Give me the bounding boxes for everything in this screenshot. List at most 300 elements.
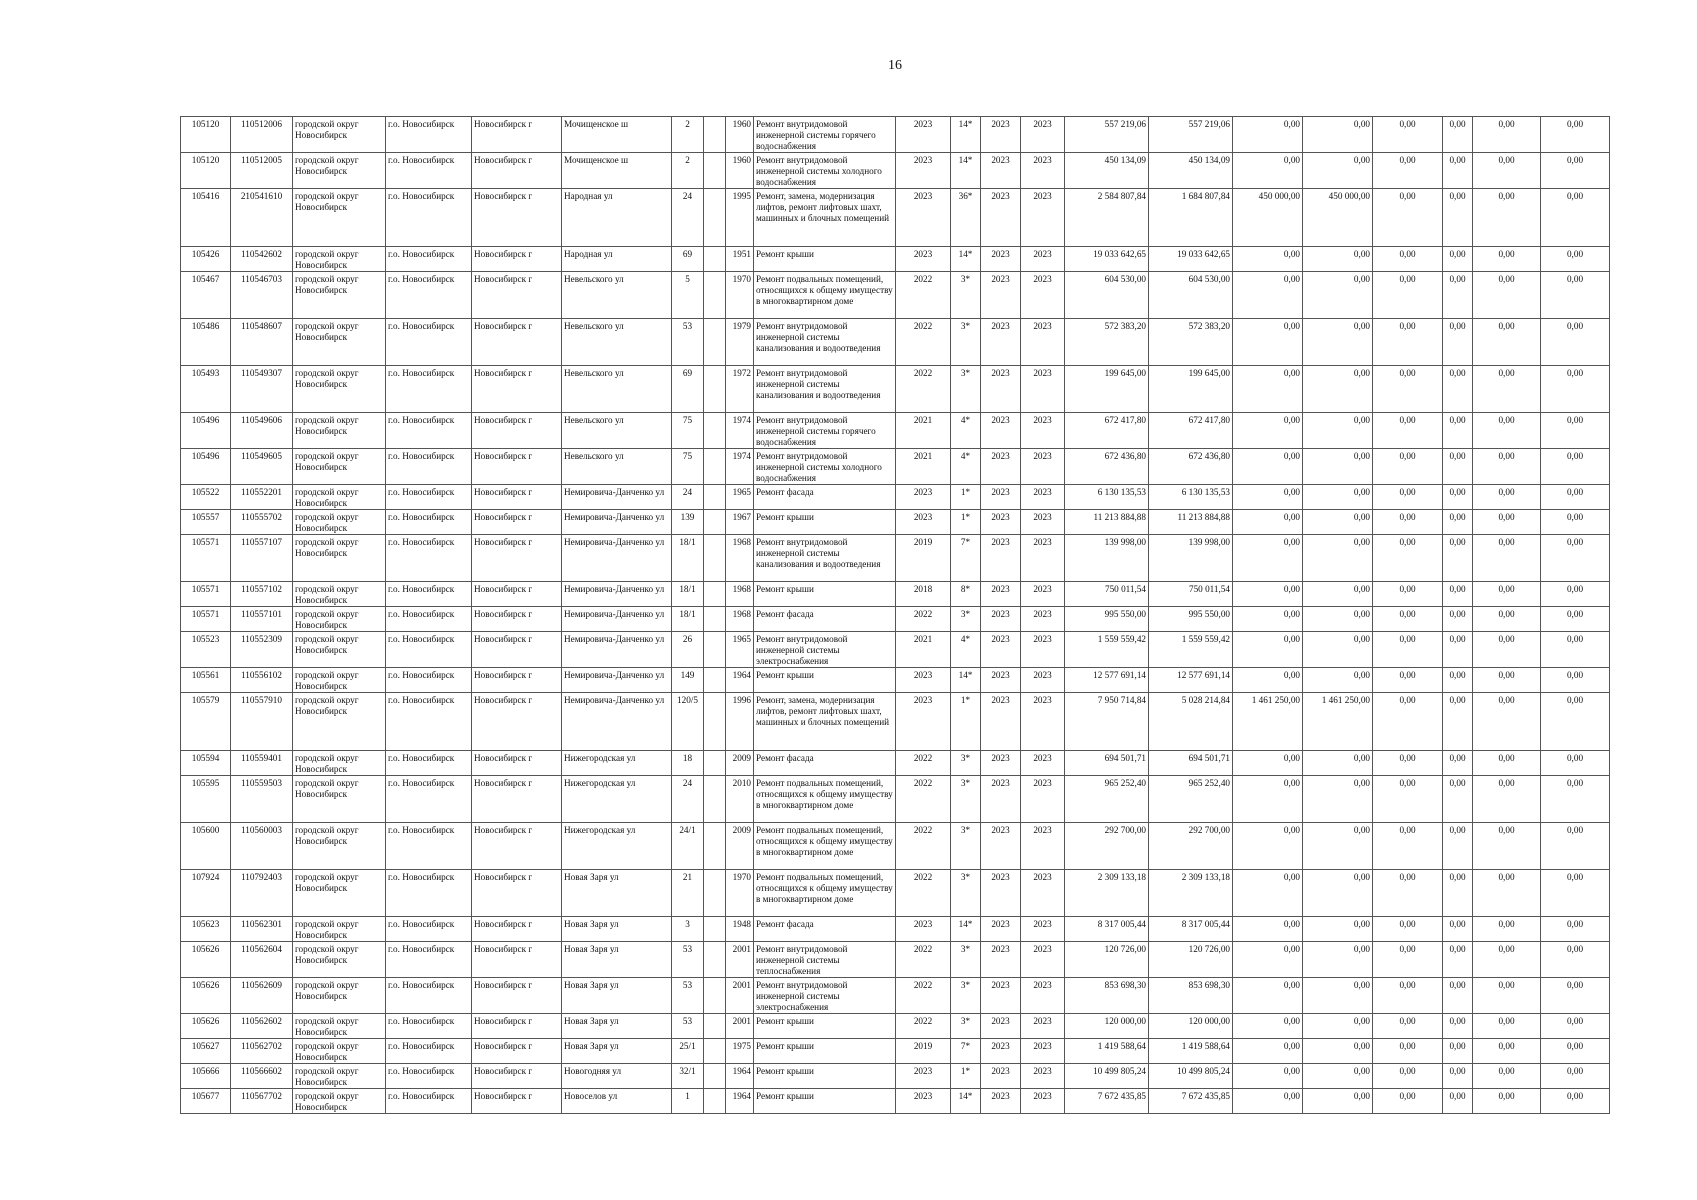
cell-work-type: Ремонт внутридомовой инженерной системы канализования и водоотведения [754, 319, 896, 366]
cell-end-year: 2023 [1021, 1039, 1065, 1064]
cell-municipal-district: городской округ Новосибирск [293, 319, 386, 366]
cell-work-code: 110567702 [231, 1089, 293, 1114]
cell-end-year: 2023 [1021, 535, 1065, 582]
cell-house-number: 149 [672, 668, 704, 693]
cell-work-type: Ремонт внутридомовой инженерной системы электроснабжения [754, 632, 896, 668]
cell-street: Невельского ул [562, 413, 672, 449]
cell-municipal-district: городской округ Новосибирск [293, 272, 386, 319]
cell-subsidy-b: 0,00 [1303, 449, 1373, 485]
cell-work-code: 110549606 [231, 413, 293, 449]
cell-reason-code: 14* [951, 917, 981, 942]
cell-end-year: 2023 [1021, 319, 1065, 366]
cell-municipal-district: городской округ Новосибирск [293, 153, 386, 189]
cell-municipality: г.о. Новосибирск [386, 693, 472, 751]
cell-subsidy-a: 1 461 250,00 [1233, 693, 1303, 751]
cell-work-code: 110562609 [231, 978, 293, 1014]
cell-budget-b: 0,00 [1443, 319, 1473, 366]
cell-subsidy-a: 0,00 [1233, 413, 1303, 449]
cell-budget-b: 0,00 [1443, 117, 1473, 153]
cell-building [704, 1039, 726, 1064]
cell-end-year: 2023 [1021, 693, 1065, 751]
cell-budget-a: 0,00 [1373, 449, 1443, 485]
cell-year-built: 1964 [726, 668, 754, 693]
cell-house-id: 105571 [181, 535, 231, 582]
cell-total-cost: 450 134,09 [1065, 153, 1149, 189]
cell-other-a: 0,00 [1473, 189, 1541, 247]
cell-total-cost: 2 309 133,18 [1065, 870, 1149, 917]
cell-other-a: 0,00 [1473, 1089, 1541, 1114]
table-row [181, 413, 1610, 449]
cell-municipal-district: городской округ Новосибирск [293, 978, 386, 1014]
cell-work-code: 110546703 [231, 272, 293, 319]
cell-year-built: 1965 [726, 632, 754, 668]
cell-fund-cost: 694 501,71 [1149, 751, 1233, 776]
cell-house-id: 105557 [181, 510, 231, 535]
cell-reason-code: 3* [951, 823, 981, 870]
cell-street: Невельского ул [562, 449, 672, 485]
cell-house-id: 105426 [181, 247, 231, 272]
table-row [181, 449, 1610, 485]
cell-year-built: 2010 [726, 776, 754, 823]
cell-house-number: 53 [672, 1014, 704, 1039]
cell-planned-year: 2023 [896, 485, 951, 510]
cell-other-b: 0,00 [1541, 413, 1610, 449]
cell-municipality: г.о. Новосибирск [386, 153, 472, 189]
cell-building [704, 1014, 726, 1039]
cell-building [704, 632, 726, 668]
cell-municipal-district: городской округ Новосибирск [293, 870, 386, 917]
cell-building [704, 582, 726, 607]
cell-total-cost: 6 130 135,53 [1065, 485, 1149, 510]
cell-fund-cost: 10 499 805,24 [1149, 1064, 1233, 1089]
cell-municipality: г.о. Новосибирск [386, 751, 472, 776]
cell-building [704, 319, 726, 366]
cell-subsidy-a: 0,00 [1233, 1089, 1303, 1114]
cell-other-a: 0,00 [1473, 319, 1541, 366]
cell-end-year: 2023 [1021, 942, 1065, 978]
cell-planned-year: 2022 [896, 978, 951, 1014]
cell-start-year: 2023 [981, 319, 1021, 366]
table-row [181, 272, 1610, 319]
cell-house-id: 105666 [181, 1064, 231, 1089]
cell-other-b: 0,00 [1541, 978, 1610, 1014]
cell-municipal-district: городской округ Новосибирск [293, 942, 386, 978]
cell-municipality: г.о. Новосибирск [386, 449, 472, 485]
cell-work-code: 110562604 [231, 942, 293, 978]
cell-budget-b: 0,00 [1443, 449, 1473, 485]
cell-subsidy-a: 0,00 [1233, 978, 1303, 1014]
cell-settlement: Новосибирск г [472, 776, 562, 823]
cell-budget-a: 0,00 [1373, 978, 1443, 1014]
cell-end-year: 2023 [1021, 449, 1065, 485]
cell-house-id: 105677 [181, 1089, 231, 1114]
table-row [181, 1039, 1610, 1064]
cell-budget-a: 0,00 [1373, 917, 1443, 942]
cell-municipal-district: городской округ Новосибирск [293, 413, 386, 449]
cell-other-a: 0,00 [1473, 693, 1541, 751]
cell-other-a: 0,00 [1473, 510, 1541, 535]
cell-total-cost: 139 998,00 [1065, 535, 1149, 582]
cell-other-a: 0,00 [1473, 272, 1541, 319]
cell-house-number: 1 [672, 1089, 704, 1114]
cell-fund-cost: 572 383,20 [1149, 319, 1233, 366]
cell-fund-cost: 8 317 005,44 [1149, 917, 1233, 942]
cell-house-number: 120/5 [672, 693, 704, 751]
cell-settlement: Новосибирск г [472, 366, 562, 413]
cell-total-cost: 995 550,00 [1065, 607, 1149, 632]
cell-end-year: 2023 [1021, 607, 1065, 632]
cell-subsidy-b: 0,00 [1303, 870, 1373, 917]
cell-settlement: Новосибирск г [472, 117, 562, 153]
cell-settlement: Новосибирск г [472, 1014, 562, 1039]
cell-settlement: Новосибирск г [472, 1089, 562, 1114]
cell-subsidy-b: 0,00 [1303, 917, 1373, 942]
cell-year-built: 1964 [726, 1064, 754, 1089]
cell-end-year: 2023 [1021, 485, 1065, 510]
cell-other-b: 0,00 [1541, 1039, 1610, 1064]
cell-municipality: г.о. Новосибирск [386, 978, 472, 1014]
cell-subsidy-a: 0,00 [1233, 366, 1303, 413]
cell-fund-cost: 1 684 807,84 [1149, 189, 1233, 247]
cell-street: Нижегородская ул [562, 776, 672, 823]
cell-other-b: 0,00 [1541, 1089, 1610, 1114]
cell-municipal-district: городской округ Новосибирск [293, 485, 386, 510]
cell-municipal-district: городской округ Новосибирск [293, 247, 386, 272]
cell-other-b: 0,00 [1541, 272, 1610, 319]
table-row [181, 117, 1610, 153]
cell-total-cost: 572 383,20 [1065, 319, 1149, 366]
cell-subsidy-a: 450 000,00 [1233, 189, 1303, 247]
cell-work-type: Ремонт крыши [754, 1089, 896, 1114]
cell-work-type: Ремонт крыши [754, 247, 896, 272]
cell-house-id: 105561 [181, 668, 231, 693]
cell-budget-b: 0,00 [1443, 942, 1473, 978]
cell-fund-cost: 120 000,00 [1149, 1014, 1233, 1039]
cell-fund-cost: 1 419 588,64 [1149, 1039, 1233, 1064]
cell-end-year: 2023 [1021, 917, 1065, 942]
cell-reason-code: 14* [951, 668, 981, 693]
cell-settlement: Новосибирск г [472, 1039, 562, 1064]
cell-start-year: 2023 [981, 153, 1021, 189]
cell-municipal-district: городской округ Новосибирск [293, 751, 386, 776]
cell-budget-a: 0,00 [1373, 535, 1443, 582]
cell-end-year: 2023 [1021, 153, 1065, 189]
cell-budget-a: 0,00 [1373, 485, 1443, 510]
cell-subsidy-a: 0,00 [1233, 823, 1303, 870]
cell-budget-a: 0,00 [1373, 272, 1443, 319]
cell-other-a: 0,00 [1473, 942, 1541, 978]
cell-municipality: г.о. Новосибирск [386, 870, 472, 917]
cell-building [704, 272, 726, 319]
cell-reason-code: 14* [951, 117, 981, 153]
table-row [181, 485, 1610, 510]
cell-budget-b: 0,00 [1443, 247, 1473, 272]
cell-fund-cost: 557 219,06 [1149, 117, 1233, 153]
cell-work-type: Ремонт внутридомовой инженерной системы теплоснабжения [754, 942, 896, 978]
cell-subsidy-a: 0,00 [1233, 668, 1303, 693]
cell-other-a: 0,00 [1473, 1064, 1541, 1089]
cell-reason-code: 4* [951, 449, 981, 485]
cell-building [704, 449, 726, 485]
cell-planned-year: 2022 [896, 272, 951, 319]
cell-house-number: 18 [672, 751, 704, 776]
cell-street: Народная ул [562, 247, 672, 272]
cell-fund-cost: 672 417,80 [1149, 413, 1233, 449]
cell-settlement: Новосибирск г [472, 917, 562, 942]
cell-subsidy-a: 0,00 [1233, 942, 1303, 978]
table-row [181, 582, 1610, 607]
cell-fund-cost: 12 577 691,14 [1149, 668, 1233, 693]
cell-total-cost: 11 213 884,88 [1065, 510, 1149, 535]
cell-planned-year: 2023 [896, 247, 951, 272]
cell-start-year: 2023 [981, 668, 1021, 693]
cell-house-id: 105626 [181, 942, 231, 978]
cell-end-year: 2023 [1021, 272, 1065, 319]
cell-planned-year: 2022 [896, 1014, 951, 1039]
cell-work-code: 110557101 [231, 607, 293, 632]
cell-fund-cost: 450 134,09 [1149, 153, 1233, 189]
cell-reason-code: 3* [951, 978, 981, 1014]
cell-total-cost: 199 645,00 [1065, 366, 1149, 413]
cell-total-cost: 557 219,06 [1065, 117, 1149, 153]
cell-budget-b: 0,00 [1443, 1064, 1473, 1089]
cell-street: Новая Заря ул [562, 978, 672, 1014]
cell-other-b: 0,00 [1541, 823, 1610, 870]
cell-municipality: г.о. Новосибирск [386, 607, 472, 632]
cell-other-b: 0,00 [1541, 870, 1610, 917]
cell-start-year: 2023 [981, 535, 1021, 582]
cell-reason-code: 3* [951, 607, 981, 632]
cell-subsidy-b: 0,00 [1303, 1064, 1373, 1089]
cell-municipal-district: городской округ Новосибирск [293, 535, 386, 582]
cell-reason-code: 3* [951, 942, 981, 978]
cell-fund-cost: 1 559 559,42 [1149, 632, 1233, 668]
cell-year-built: 1960 [726, 153, 754, 189]
cell-start-year: 2023 [981, 607, 1021, 632]
cell-building [704, 189, 726, 247]
cell-work-code: 110562301 [231, 917, 293, 942]
cell-other-a: 0,00 [1473, 823, 1541, 870]
cell-other-a: 0,00 [1473, 485, 1541, 510]
cell-house-number: 69 [672, 247, 704, 272]
cell-budget-a: 0,00 [1373, 413, 1443, 449]
cell-subsidy-b: 0,00 [1303, 247, 1373, 272]
cell-other-a: 0,00 [1473, 870, 1541, 917]
cell-settlement: Новосибирск г [472, 693, 562, 751]
cell-settlement: Новосибирск г [472, 247, 562, 272]
cell-work-type: Ремонт внутридомовой инженерной системы горячего водоснабжения [754, 117, 896, 153]
cell-subsidy-b: 0,00 [1303, 582, 1373, 607]
cell-planned-year: 2019 [896, 535, 951, 582]
cell-settlement: Новосибирск г [472, 189, 562, 247]
cell-house-number: 2 [672, 117, 704, 153]
cell-other-b: 0,00 [1541, 247, 1610, 272]
cell-settlement: Новосибирск г [472, 510, 562, 535]
table-row [181, 978, 1610, 1014]
cell-total-cost: 694 501,71 [1065, 751, 1149, 776]
cell-house-number: 53 [672, 942, 704, 978]
cell-work-type: Ремонт крыши [754, 1039, 896, 1064]
cell-settlement: Новосибирск г [472, 153, 562, 189]
cell-subsidy-b: 0,00 [1303, 668, 1373, 693]
cell-end-year: 2023 [1021, 632, 1065, 668]
cell-house-number: 75 [672, 449, 704, 485]
cell-house-number: 5 [672, 272, 704, 319]
cell-total-cost: 10 499 805,24 [1065, 1064, 1149, 1089]
cell-fund-cost: 604 530,00 [1149, 272, 1233, 319]
cell-year-built: 1964 [726, 1089, 754, 1114]
cell-building [704, 247, 726, 272]
cell-reason-code: 3* [951, 776, 981, 823]
cell-street: Немировича-Данченко ул [562, 668, 672, 693]
cell-settlement: Новосибирск г [472, 632, 562, 668]
cell-budget-b: 0,00 [1443, 366, 1473, 413]
cell-settlement: Новосибирск г [472, 870, 562, 917]
cell-municipality: г.о. Новосибирск [386, 413, 472, 449]
cell-budget-b: 0,00 [1443, 189, 1473, 247]
cell-total-cost: 120 726,00 [1065, 942, 1149, 978]
cell-other-a: 0,00 [1473, 751, 1541, 776]
cell-subsidy-b: 0,00 [1303, 1089, 1373, 1114]
cell-building [704, 942, 726, 978]
cell-start-year: 2023 [981, 917, 1021, 942]
cell-budget-a: 0,00 [1373, 693, 1443, 751]
cell-other-a: 0,00 [1473, 582, 1541, 607]
cell-budget-b: 0,00 [1443, 607, 1473, 632]
cell-work-type: Ремонт крыши [754, 582, 896, 607]
cell-work-code: 110555702 [231, 510, 293, 535]
cell-planned-year: 2022 [896, 751, 951, 776]
cell-fund-cost: 965 252,40 [1149, 776, 1233, 823]
cell-total-cost: 120 000,00 [1065, 1014, 1149, 1039]
cell-year-built: 1968 [726, 582, 754, 607]
cell-planned-year: 2018 [896, 582, 951, 607]
cell-year-built: 1974 [726, 449, 754, 485]
cell-street: Новая Заря ул [562, 1039, 672, 1064]
cell-house-id: 105120 [181, 153, 231, 189]
cell-end-year: 2023 [1021, 751, 1065, 776]
cell-settlement: Новосибирск г [472, 607, 562, 632]
cell-street: Невельского ул [562, 366, 672, 413]
cell-total-cost: 604 530,00 [1065, 272, 1149, 319]
cell-total-cost: 853 698,30 [1065, 978, 1149, 1014]
cell-street: Невельского ул [562, 272, 672, 319]
cell-total-cost: 2 584 807,84 [1065, 189, 1149, 247]
cell-year-built: 1979 [726, 319, 754, 366]
cell-building [704, 776, 726, 823]
table-row [181, 632, 1610, 668]
cell-year-built: 2009 [726, 751, 754, 776]
cell-work-type: Ремонт внутридомовой инженерной системы канализования и водоотведения [754, 535, 896, 582]
table-row [181, 510, 1610, 535]
cell-budget-a: 0,00 [1373, 1064, 1443, 1089]
cell-fund-cost: 6 130 135,53 [1149, 485, 1233, 510]
cell-budget-b: 0,00 [1443, 1014, 1473, 1039]
cell-total-cost: 7 672 435,85 [1065, 1089, 1149, 1114]
cell-municipal-district: городской округ Новосибирск [293, 607, 386, 632]
cell-house-id: 105522 [181, 485, 231, 510]
cell-other-b: 0,00 [1541, 117, 1610, 153]
cell-planned-year: 2022 [896, 823, 951, 870]
table-row [181, 607, 1610, 632]
cell-subsidy-b: 0,00 [1303, 823, 1373, 870]
cell-subsidy-b: 0,00 [1303, 510, 1373, 535]
cell-work-code: 110566602 [231, 1064, 293, 1089]
cell-house-id: 105523 [181, 632, 231, 668]
cell-other-a: 0,00 [1473, 917, 1541, 942]
cell-end-year: 2023 [1021, 668, 1065, 693]
cell-reason-code: 3* [951, 366, 981, 413]
cell-subsidy-a: 0,00 [1233, 272, 1303, 319]
cell-subsidy-a: 0,00 [1233, 870, 1303, 917]
cell-building [704, 607, 726, 632]
table-row [181, 319, 1610, 366]
cell-work-type: Ремонт подвальных помещений, относящихся к общему имуществу в многоквартирном доме [754, 272, 896, 319]
cell-reason-code: 4* [951, 413, 981, 449]
cell-other-a: 0,00 [1473, 607, 1541, 632]
cell-end-year: 2023 [1021, 1064, 1065, 1089]
cell-building [704, 413, 726, 449]
cell-subsidy-a: 0,00 [1233, 1064, 1303, 1089]
cell-municipality: г.о. Новосибирск [386, 917, 472, 942]
cell-total-cost: 965 252,40 [1065, 776, 1149, 823]
cell-budget-b: 0,00 [1443, 153, 1473, 189]
cell-municipal-district: городской округ Новосибирск [293, 366, 386, 413]
cell-work-type: Ремонт фасада [754, 607, 896, 632]
cell-reason-code: 3* [951, 751, 981, 776]
cell-municipality: г.о. Новосибирск [386, 535, 472, 582]
cell-reason-code: 1* [951, 485, 981, 510]
cell-reason-code: 4* [951, 632, 981, 668]
cell-other-b: 0,00 [1541, 632, 1610, 668]
cell-budget-b: 0,00 [1443, 751, 1473, 776]
cell-work-type: Ремонт подвальных помещений, относящихся к общему имуществу в многоквартирном доме [754, 823, 896, 870]
cell-municipal-district: городской округ Новосибирск [293, 582, 386, 607]
cell-planned-year: 2022 [896, 870, 951, 917]
cell-house-number: 18/1 [672, 582, 704, 607]
cell-house-number: 18/1 [672, 607, 704, 632]
cell-street: Мочищенское ш [562, 153, 672, 189]
cell-subsidy-b: 0,00 [1303, 942, 1373, 978]
cell-street: Новогодняя ул [562, 1064, 672, 1089]
cell-fund-cost: 995 550,00 [1149, 607, 1233, 632]
cell-street: Немировича-Данченко ул [562, 485, 672, 510]
cell-municipal-district: городской округ Новосибирск [293, 1039, 386, 1064]
cell-building [704, 1064, 726, 1089]
cell-budget-b: 0,00 [1443, 693, 1473, 751]
cell-other-b: 0,00 [1541, 535, 1610, 582]
cell-budget-b: 0,00 [1443, 485, 1473, 510]
cell-end-year: 2023 [1021, 978, 1065, 1014]
cell-start-year: 2023 [981, 632, 1021, 668]
cell-building [704, 1089, 726, 1114]
cell-settlement: Новосибирск г [472, 942, 562, 978]
cell-start-year: 2023 [981, 485, 1021, 510]
cell-municipality: г.о. Новосибирск [386, 247, 472, 272]
cell-work-type: Ремонт внутридомовой инженерной системы электроснабжения [754, 978, 896, 1014]
cell-subsidy-b: 0,00 [1303, 366, 1373, 413]
cell-reason-code: 1* [951, 510, 981, 535]
cell-work-type: Ремонт, замена, модернизация лифтов, ремонт лифтовых шахт, машинных и блочных помещений [754, 693, 896, 751]
cell-subsidy-a: 0,00 [1233, 449, 1303, 485]
cell-reason-code: 36* [951, 189, 981, 247]
cell-work-code: 110562702 [231, 1039, 293, 1064]
cell-street: Новая Заря ул [562, 942, 672, 978]
cell-reason-code: 14* [951, 247, 981, 272]
cell-municipality: г.о. Новосибирск [386, 942, 472, 978]
cell-start-year: 2023 [981, 1064, 1021, 1089]
cell-year-built: 1970 [726, 272, 754, 319]
